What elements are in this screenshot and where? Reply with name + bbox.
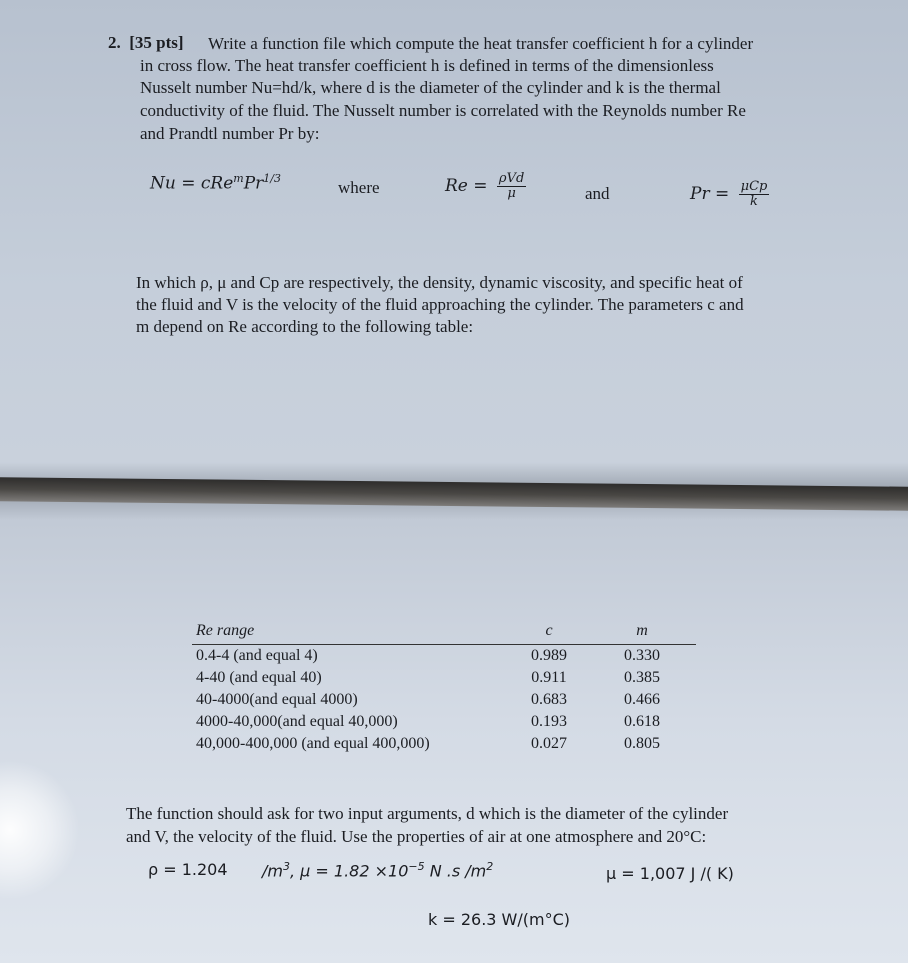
- paragraph2-line-2: the fluid and V is the velocity of the fluid approaching the cylinder. The parameters c and: [136, 295, 744, 314]
- table-row: [192, 733, 696, 755]
- table-row: [192, 689, 696, 711]
- paragraph2-line-3: m depend on Re according to the following table:: [136, 317, 474, 336]
- intro-line-3: Nusselt number Nu=hd/k, where d is the diameter of the cylinder and k is the thermal: [140, 78, 721, 97]
- question-number: 2. [35 pts]: [108, 33, 184, 52]
- light-glare: [0, 760, 80, 900]
- reynolds-equation: Re = $\frac{\text{ρVd}}{\mu}$: [445, 171, 525, 201]
- parameter-table: [192, 620, 696, 755]
- intro-line-1: Write a function file which compute the heat transfer coefficient h for a cylinder: [208, 34, 754, 53]
- m-cell: 0.466: [624, 691, 660, 708]
- c-cell: 0.683: [531, 691, 567, 708]
- viscosity-value: $/m^3$, $\mu = 1.82 \times 10^{-5}$ N .s $/m^2$: [262, 860, 494, 881]
- re-range-cell: 0.4-4 (and equal 4): [196, 647, 318, 664]
- intro-line-5: and Prandtl number Pr by:: [140, 124, 320, 143]
- where-label: where: [338, 178, 380, 197]
- intro-line-4: conductivity of the fluid. The Nusselt number is correlated with the Reynolds number Re: [140, 101, 746, 120]
- c-cell: 0.027: [531, 735, 567, 752]
- prandtl-equation: Pr = $\frac{\text{μCp}}{k}$: [690, 179, 768, 209]
- header-c: c: [510, 620, 588, 645]
- and-label: and: [585, 184, 610, 203]
- table-row: [192, 711, 696, 733]
- re-range-cell: 4-40 (and equal 40): [196, 669, 322, 686]
- nusselt-equation: $Nu = cRe^mPr^{1/3}$: [150, 172, 281, 194]
- c-cell: 0.989: [531, 647, 567, 664]
- header-m: m: [588, 620, 696, 645]
- specific-heat-value: μ = 1,007 J /( K): [606, 864, 734, 883]
- intro-line-2: in cross flow. The heat transfer coefficient h is defined in terms of the dimensionless: [140, 56, 714, 75]
- c-cell: 0.911: [531, 669, 567, 686]
- table-row: [192, 645, 696, 668]
- paragraph3-line-1: The function should ask for two input arguments, d which is the diameter of the cylinder: [126, 804, 729, 823]
- table-header-row: [192, 620, 696, 645]
- paragraph3-line-2: and V, the velocity of the fluid. Use the properties of air at one atmosphere and 20°C:: [126, 827, 707, 846]
- m-cell: 0.805: [624, 735, 660, 752]
- re-range-cell: 40,000-400,000 (and equal 400,000): [196, 735, 430, 752]
- density-value: ρ = 1.204: [148, 860, 228, 879]
- screen-divider-band: [0, 477, 908, 511]
- m-cell: 0.330: [624, 647, 660, 664]
- question-points: [35 pts]: [129, 33, 184, 52]
- paragraph2-line-1: In which ρ, μ and Cp are respectively, the density, dynamic viscosity, and specific heat of: [136, 273, 743, 292]
- header-re-range: Re range: [192, 620, 510, 645]
- table-row: [192, 667, 696, 689]
- re-range-cell: 40-4000(and equal 4000): [196, 691, 358, 708]
- conductivity-value: k = 26.3 W/(m°C): [428, 910, 571, 929]
- m-cell: 0.618: [624, 713, 660, 730]
- re-range-cell: 4000-40,000(and equal 40,000): [196, 713, 398, 730]
- m-cell: 0.385: [624, 669, 660, 686]
- c-cell: 0.193: [531, 713, 567, 730]
